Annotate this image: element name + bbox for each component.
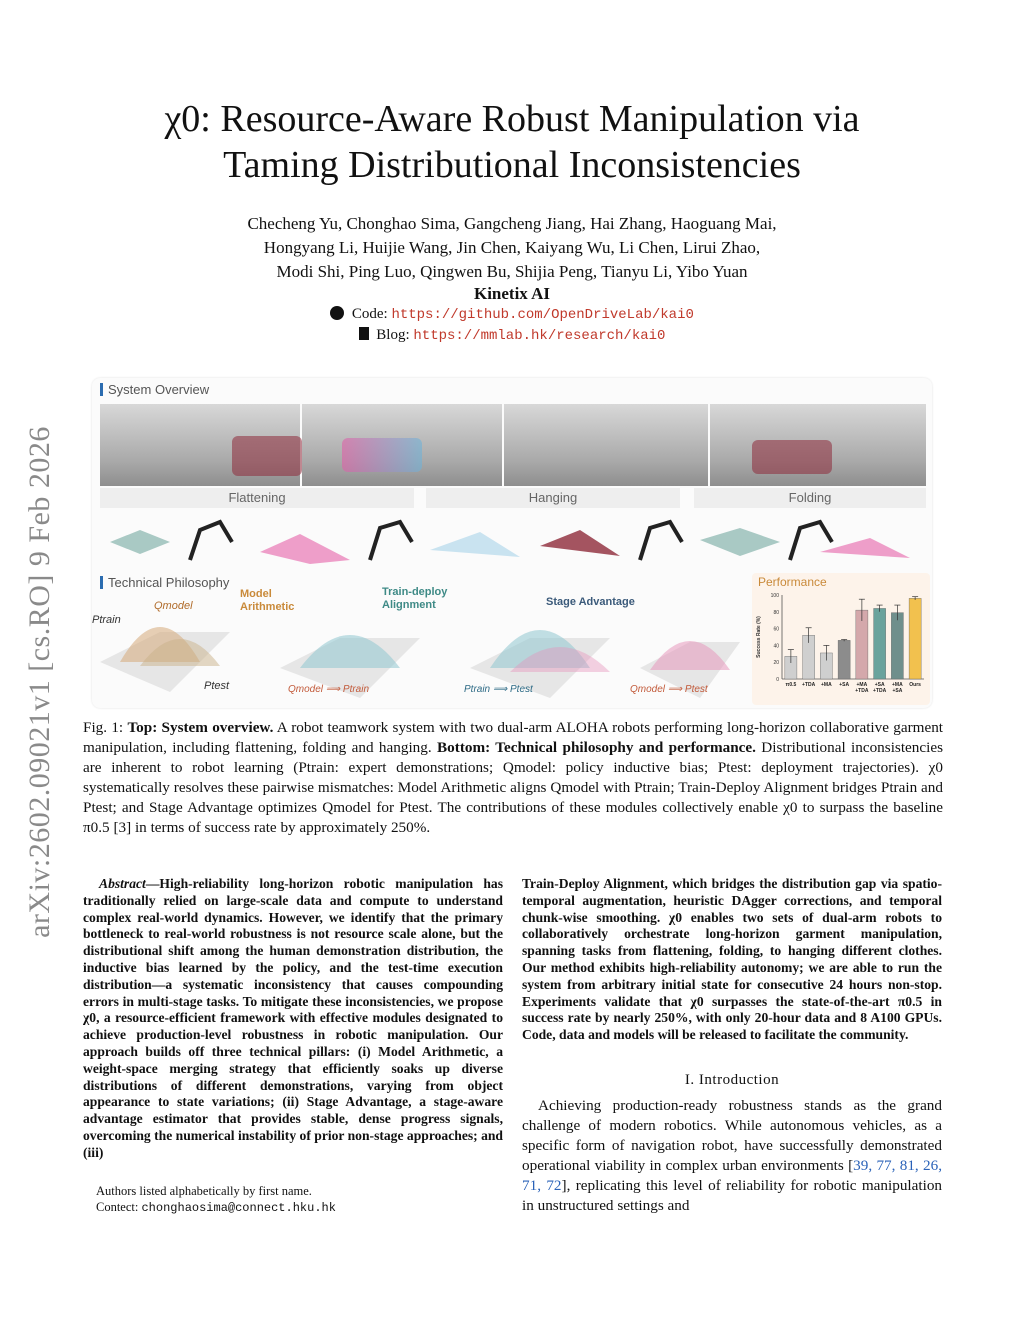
intro-text-a: Achieving production-ready robustness stands as the grand challenge of modern robotics. While autonomous vehicles, as a specific form of navigation robot, have successfully demonstrated operational viability in complex urban environments [: [522, 1097, 942, 1174]
abstract-heading: Abstract: [99, 876, 146, 891]
bar: [838, 640, 850, 679]
title-line-1: χ0: Resource-Aware Robust Manipulation via: [164, 98, 860, 140]
intro-text-b: ], replicating this level of reliability for robotic manipulation in unstructured settings and: [522, 1177, 943, 1214]
arrow-q-to-ptest: Qmodel ⟹ Ptest: [630, 684, 708, 695]
caption-bold-top: Top: System overview.: [127, 719, 274, 736]
garment-red: [232, 436, 302, 476]
figure-1: [92, 378, 932, 708]
photo-hanging: [504, 404, 708, 486]
arrow-ptrain-to-ptest: Ptrain ⟹ Ptest: [464, 684, 533, 695]
contact-email[interactable]: chonghaosima@connect.hku.hk: [141, 1201, 336, 1215]
arrow-q-to-ptrain: Qmodel ⟹ Ptrain: [288, 684, 370, 695]
x-tick-label: +MA: [821, 682, 832, 688]
document-icon: [359, 327, 369, 340]
code-url[interactable]: https://github.com/OpenDriveLab/kai0: [391, 307, 694, 323]
x-tick-label: +TDA: [873, 688, 887, 694]
y-tick-label: 0: [776, 677, 779, 683]
y-tick-label: 100: [770, 593, 779, 599]
tag-folding: Folding: [694, 488, 926, 508]
code-link-row: [0, 306, 1024, 323]
title-line-2: Taming Distributional Inconsistencies: [223, 144, 801, 186]
caption-text-bottom: Distributional inconsistencies are inherent to robot learning (Ptrain: expert demonstrations; Qmodel: policy inductive bias; Ptest: deployment trajectories). χ0 systematically resolves these pairwise mismatches: Model Arithmetic aligns Qmodel with Ptrain; Train-Deploy Alignment bridges Ptrain and Ptest; and Stage Advantage optimizes Qmodel for Ptest. The contributions of these modules collectively enable χ0 to surpass the baseline π0.5 [3] in terms of success rate by approximately 250%.: [83, 739, 943, 836]
x-tick-label: +TDA: [855, 688, 869, 694]
caption-label: Fig. 1:: [83, 719, 124, 736]
github-icon: [330, 306, 344, 320]
technical-philosophy-label: Technical Philosophy: [100, 575, 229, 590]
caption-text-top: A robot teamwork system with two dual-arm ALOHA robots performing long-horizon collaborative garment manipulation, including flattening, folding and hanging.: [83, 719, 944, 756]
y-tick-label: 60: [773, 626, 779, 633]
garment-folding: [752, 440, 832, 474]
code-label: Code:: [351, 306, 388, 322]
intro-heading: I. Introduction: [684, 1072, 780, 1088]
blog-label: Blog:: [376, 327, 410, 343]
label-stage-advantage: Stage Advantage: [546, 596, 635, 608]
abstract-left-column: [83, 876, 503, 1162]
tag-flattening: Flattening: [100, 488, 414, 508]
authors-line-2: Hongyang Li, Huijie Wang, Jin Chen, Kaiyang Wu, Li Chen, Lirui Zhao,: [263, 238, 761, 257]
label-train-deploy: Train-deploy Alignment: [382, 586, 448, 611]
y-tick-label: 80: [773, 609, 779, 616]
bar: [891, 613, 903, 679]
contact-label: Contect:: [96, 1200, 139, 1214]
performance-label: Performance: [758, 575, 827, 589]
performance-panel: [752, 573, 930, 705]
x-tick-label: +SA: [839, 682, 850, 688]
blog-url[interactable]: https://mmlab.hk/research/kai0: [413, 328, 666, 344]
caption-bold-bottom: Bottom: Technical philosophy and performance.: [437, 739, 756, 756]
bar: [874, 608, 886, 679]
x-tick-label: +SA: [874, 682, 885, 688]
x-tick-label: Ours: [909, 682, 921, 688]
authors-line-1: Checheng Yu, Chonghao Sima, Gangcheng Jiang, Hai Zhang, Haoguang Mai,: [247, 214, 777, 233]
authors-line-3: Modi Shi, Ping Luo, Qingwen Bu, Shijia Peng, Tianyu Li, Yibo Yuan: [276, 262, 748, 281]
footnote-contact: [96, 1199, 336, 1216]
y-axis-label: Success Rate (%): [756, 616, 762, 658]
blog-link-row: [0, 327, 1024, 344]
robot-illustration-strip: [100, 512, 926, 568]
x-tick-label: +SA: [892, 688, 903, 694]
bar: [909, 598, 921, 679]
label-p-test: Ptest: [204, 680, 230, 692]
label-model-arithmetic: Model Arithmetic: [240, 588, 295, 613]
arxiv-sidebar: [8, 372, 72, 992]
abstract-text: —High-reliability long-horizon robotic manipulation has traditionally relied on large-scale data and compute to understand complex real-world dynamics. However, we identify that the primary bottleneck to real-world robustness is not resource scale alone, but the distributional shift among the human demonstration distribution, the inductive bias learned by the policy, and the test-time execution distribution—a systematic inconsistency that causes compounding errors in multi-stage tasks. To mitigate these inconsistencies, we propose χ0, a resource-efficient framework with effective modules designated to achieve production-level robustness in robotic manipulation. Our approach builds off three technical pillars: (i) Model Arithmetic, a weight-space merging strategy that efficiently soaks up diverse distributions of different demonstrations, varying from object appearance to state variations; (ii) Stage Advantage, a stage-aware advantage estimator that provides stable, dense progress signals, overcoming the numerical instability of prior non-stage approaches; and (iii): [83, 876, 503, 1160]
robot-arms-illustration: [100, 512, 926, 568]
x-tick-label: +TDA: [802, 682, 816, 688]
arxiv-identifier: arXiv:2602.09021v1 [cs.RO] 9 Feb 2026: [23, 426, 56, 938]
footnote: [96, 1183, 336, 1216]
figure-caption: [83, 718, 943, 838]
garment-pink: [342, 438, 422, 472]
affiliation: Kinetix AI: [473, 284, 551, 303]
system-overview-label: System Overview: [100, 382, 209, 397]
y-tick-label: 20: [773, 660, 779, 667]
x-tick-label: +MA: [892, 682, 903, 688]
intro-paragraph: [522, 1096, 942, 1216]
intro-citations[interactable]: 39, 77, 81, 26, 71, 72: [522, 1157, 942, 1194]
x-tick-label: π0.5: [785, 682, 797, 688]
x-tick-label: +MA: [856, 682, 868, 688]
performance-bar-chart: [752, 589, 930, 705]
footnote-line-1: Authors listed alphabetically by first name.: [96, 1184, 312, 1198]
abstract-right-column: Train-Deploy Alignment, which bridges the distribution gap via spatio-temporal augmentation, heuristic DAgger corrections, and temporal chunk-wise smoothing. χ0 enables two sets of dual-arm robots to collaboratively orchestrate long-horizon garment manipulation, spanning tasks from flattening, folding, to hanging different clothes. Our method exhibits high-reliability autonomy; we are able to run the system from arbitrary initial state for consecutive 24 hours non-stop. Experiments validate that χ0 surpasses the state-of-the-art π0.5 in success rate by nearly 250%, with only 20-hour data and 8 A100 GPUs. Code, data and models will be released to facilitate the community.: [522, 876, 942, 1043]
y-tick-label: 40: [773, 643, 779, 650]
label-q-model: Qmodel: [154, 600, 193, 612]
label-p-train: Ptrain: [92, 614, 121, 626]
paper-title: [0, 96, 1024, 188]
tag-hanging: Hanging: [426, 488, 680, 508]
author-list: [140, 212, 884, 284]
